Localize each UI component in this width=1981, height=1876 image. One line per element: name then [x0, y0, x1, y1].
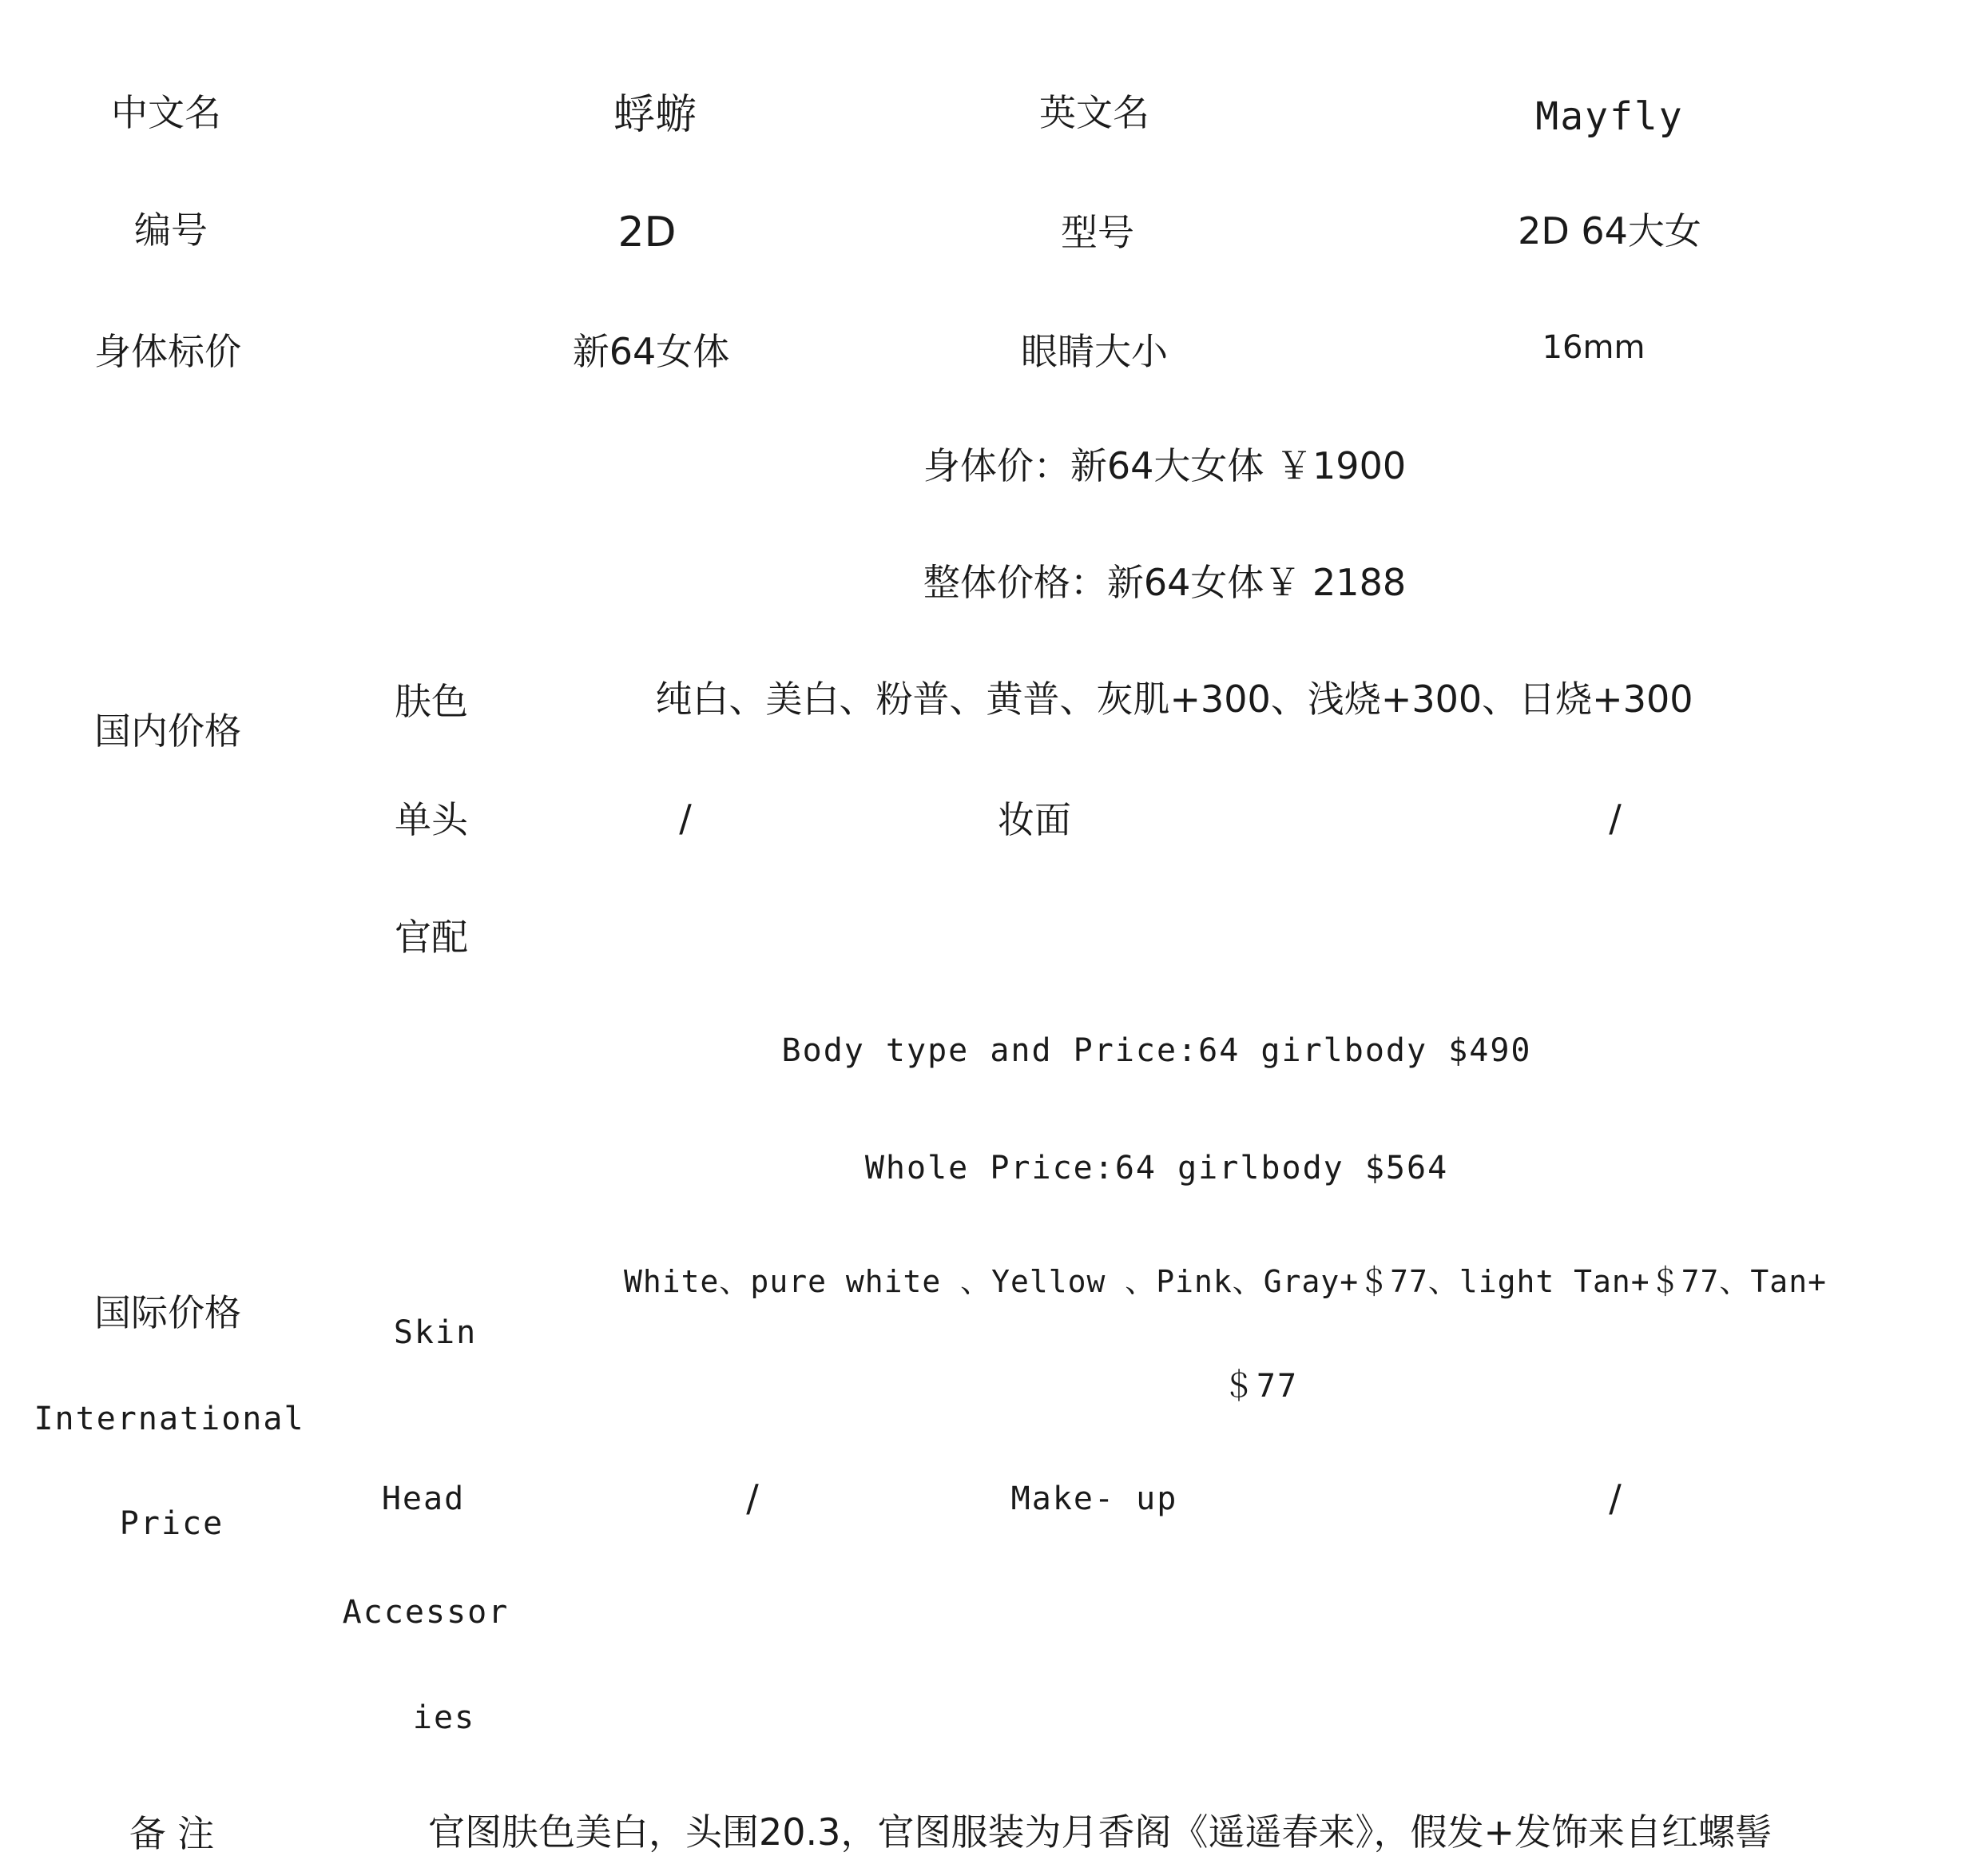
intl-head-label: Head — [381, 1481, 466, 1517]
body-price-value: 新64女体 — [572, 330, 730, 373]
body-price-label: 身体标价 — [94, 330, 241, 373]
model-value: 2D 64大女 — [1518, 209, 1701, 252]
intl-price-label-en-1: International — [34, 1401, 305, 1437]
en-name-label: 英文名 — [1039, 91, 1149, 134]
intl-head-value: / — [746, 1477, 759, 1520]
intl-accessories-label-2: ies — [412, 1699, 476, 1736]
intl-price-label-cn: 国际价格 — [94, 1291, 241, 1334]
domestic-makeup-value: / — [1609, 797, 1622, 840]
intl-whole-price: Whole Price:64 girlbody $564 — [864, 1150, 1449, 1186]
domestic-head-label: 单头 — [395, 798, 468, 841]
intl-skin-value-line2: ＄77 — [1222, 1368, 1299, 1405]
remarks-value: 官图肤色美白，头围20.3，官图服装为月香阁《遥遥春来》，假发+发饰来自红螺髻 — [428, 1810, 1772, 1854]
model-label: 型号 — [1061, 211, 1134, 254]
domestic-skin-value: 纯白、美白、粉普、黄普、灰肌+300、浅烧+300、日烧+300 — [655, 678, 1693, 721]
remarks-label: 备 注 — [129, 1812, 215, 1855]
intl-makeup-value: / — [1609, 1477, 1622, 1520]
number-label: 编号 — [134, 209, 208, 252]
intl-body-price: Body type and Price:64 girlbody $490 — [781, 1032, 1532, 1069]
en-name-value: Mayfly — [1535, 94, 1684, 139]
number-value: 2D — [617, 209, 677, 256]
domestic-accessories-label: 官配 — [395, 916, 468, 959]
domestic-makeup-label: 妆面 — [998, 798, 1071, 841]
intl-accessories-label-1: Accessor — [342, 1594, 510, 1631]
domestic-body-price: 身体价：新64大女体 ￥1900 — [923, 444, 1407, 487]
eye-size-label: 眼睛大小 — [1021, 330, 1168, 373]
eye-size-value: 16mm — [1542, 329, 1646, 366]
cn-name-label: 中文名 — [111, 91, 221, 134]
intl-skin-value-line1: White、pure white 、Yellow 、Pink、Gray+＄77、light Tan+＄77、Tan+ — [624, 1264, 1827, 1299]
domestic-whole-price: 整体价格：新64女体￥ 2188 — [923, 561, 1407, 604]
domestic-skin-label: 肤色 — [395, 680, 468, 723]
cn-name-value: 蜉蝣 — [613, 91, 697, 139]
domestic-price-label: 国内价格 — [94, 709, 241, 753]
intl-price-label-en-2: Price — [119, 1505, 224, 1542]
intl-makeup-label: Make- up — [1010, 1481, 1178, 1517]
domestic-head-value: / — [679, 797, 692, 840]
intl-skin-label: Skin — [393, 1314, 478, 1351]
